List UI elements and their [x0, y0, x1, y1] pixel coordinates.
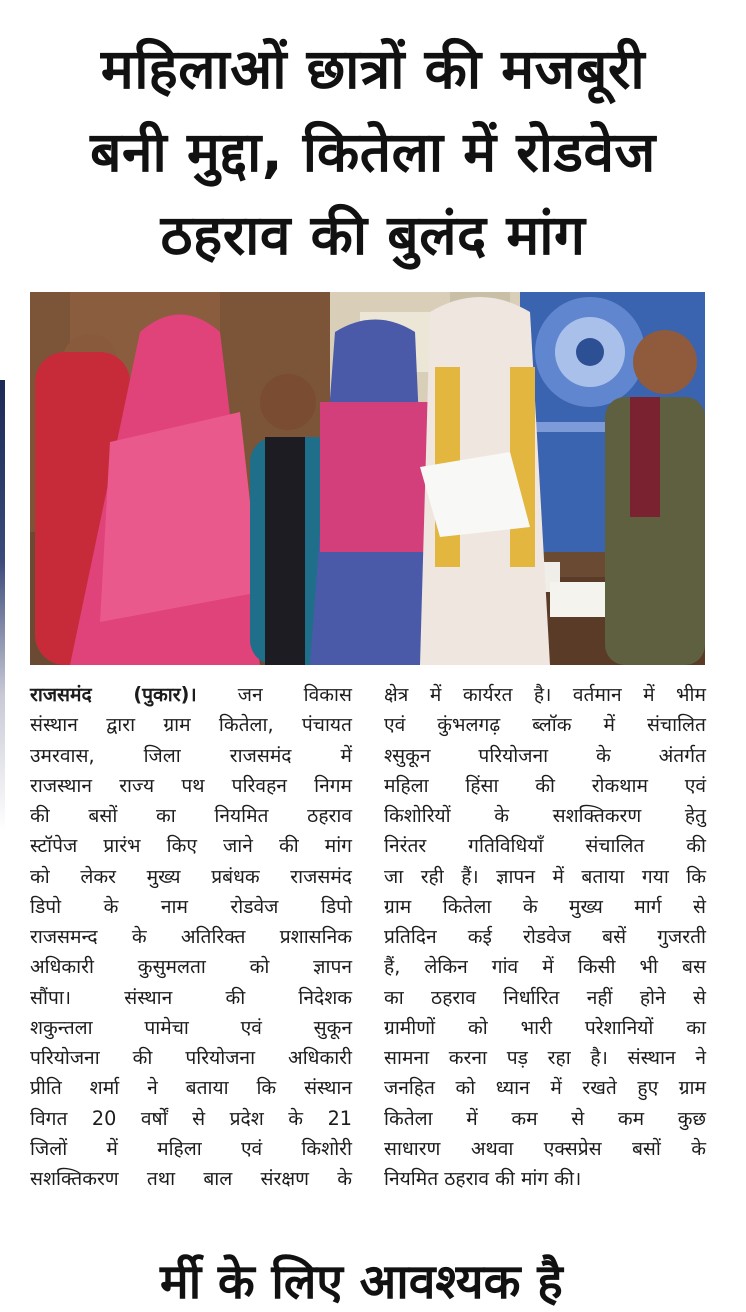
article-line: नियमित ठहराव की मांग की।	[384, 1167, 582, 1190]
article-line: निरंतर गतिविधियाँ संचालित की	[384, 834, 706, 858]
article-line: किशोरियों के सशक्तिकरण हेतु	[384, 804, 706, 827]
article-line: को लेकर मुख्य प्रबंधक राजसमंद	[30, 864, 352, 888]
article-line: राजस्थान राज्य पथ परिवहन निगम	[30, 773, 352, 797]
article-line: की बसों का नियमित ठहराव	[30, 804, 352, 827]
article-column-right	[384, 680, 706, 1194]
article-line: का ठहराव निर्धारित नहीं होने से	[384, 985, 706, 1009]
article-line: महिला हिंसा की रोकथाम एवं	[384, 773, 706, 797]
article-line: जिलों में महिला एवं किशोरी	[30, 1136, 352, 1160]
article-line: श्सुकून परियोजना के अंतर्गत	[384, 743, 706, 767]
article-line: परियोजना की परियोजना अधिकारी	[30, 1046, 352, 1069]
article-line-text: जन विकास	[237, 683, 352, 706]
article-line: सामना करना पड़ रहा है। संस्थान ने	[384, 1046, 706, 1069]
headline	[20, 28, 726, 277]
article-line: जा रही हैं। ज्ञापन में बताया गया कि	[384, 864, 706, 888]
article-line: प्रतिदिन कई रोडवेज बसें गुजरती	[384, 925, 706, 948]
article-line: संस्थान द्वारा ग्राम कितेला, पंचायत	[30, 713, 352, 737]
article-line: विगत 20 वर्षों से प्रदेश के 21	[30, 1106, 352, 1130]
article-line: ग्रामीणों को भारी परेशानियों का	[384, 1015, 706, 1039]
article-line: क्षेत्र में कार्यरत है। वर्तमान में भीम	[384, 683, 706, 706]
article-line: एवं कुंभलगढ़ ब्लॉक में संचालित	[384, 713, 706, 737]
news-photo	[30, 292, 705, 665]
article-line: हैं, लेकिन गांव में किसी भी बस	[384, 955, 706, 979]
article-line: स्टॉपेज प्रारंभ किए जाने की मांग	[30, 834, 352, 858]
article-line: साधारण अथवा एक्सप्रेस बसों के	[384, 1136, 706, 1160]
article-line: अधिकारी कुसुमलता को ज्ञापन	[30, 955, 352, 979]
headline-line-1: महिलाओं छात्रों की मजबूरी	[100, 37, 646, 101]
article-column-left	[30, 680, 352, 1194]
article-line: उमरवास, जिला राजसमंद में	[30, 743, 352, 767]
headline-line-3: ठहराव की बुलंद मांग	[160, 203, 586, 267]
article-line: कितेला में कम से कम कुछ	[384, 1106, 706, 1130]
article-line: शकुन्तला पामेचा एवं सुकून	[30, 1015, 352, 1039]
adjacent-article-edge	[0, 380, 5, 830]
dateline: राजसमंद (पुकार)।	[30, 683, 197, 706]
article-line: सशक्तिकरण तथा बाल संरक्षण के	[30, 1167, 352, 1190]
article-line: ग्राम कितेला के मुख्य मार्ग से	[384, 894, 706, 918]
article-line: सौंपा। संस्थान की निदेशक	[30, 985, 352, 1009]
next-headline-text: र्मी के लिए आवश्यक है	[160, 1254, 563, 1310]
article-line: प्रीति शर्मा ने बताया कि संस्थान	[30, 1076, 352, 1100]
article-line	[30, 680, 352, 710]
article-line: राजसमन्द के अतिरिक्त प्रशासनिक	[30, 925, 352, 948]
article-line: डिपो के नाम रोडवेज डिपो	[30, 894, 352, 918]
headline-line-2: बनी मुद्दा, कितेला में रोडवेज	[90, 120, 656, 184]
next-article-headline	[160, 1252, 720, 1310]
article-line: जनहित को ध्यान में रखते हुए ग्राम	[384, 1076, 706, 1100]
article-body	[30, 680, 706, 1246]
